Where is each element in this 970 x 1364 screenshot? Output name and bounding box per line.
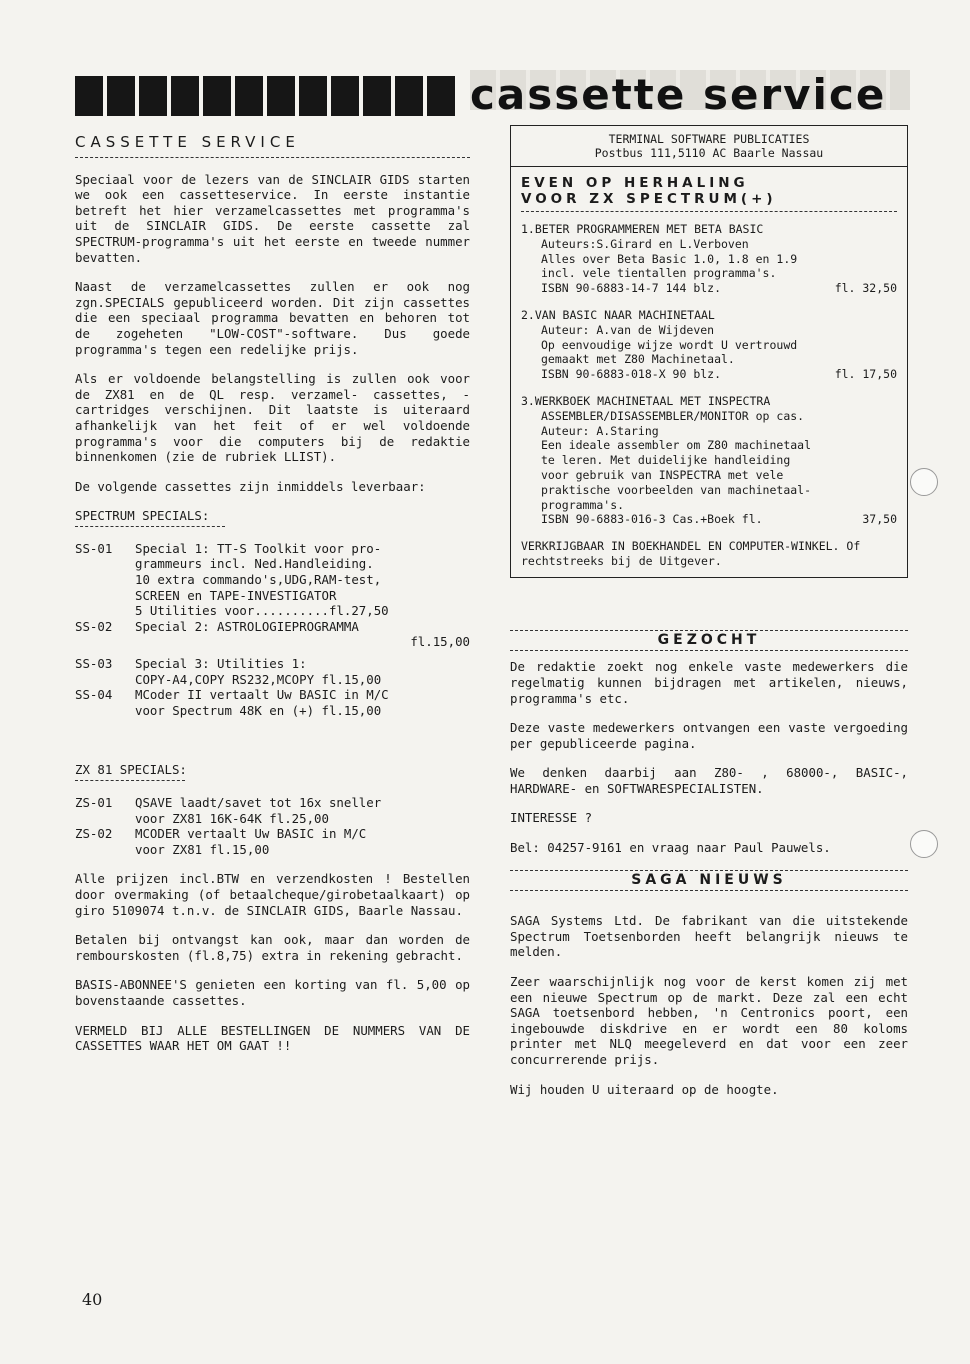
divider bbox=[521, 211, 897, 212]
book-price: fl. 17,50 bbox=[834, 367, 897, 382]
list-item bbox=[75, 687, 470, 718]
paragraph: BASIS-ABONNEE'S genieten een korting van fl. 5,00 op bovenstaande cassettes. bbox=[75, 977, 470, 1008]
item-line: SCREEN en TAPE-INVESTIGATOR bbox=[135, 587, 337, 603]
list-item bbox=[75, 541, 470, 619]
list-item bbox=[75, 656, 470, 687]
item-line: MCODER vertaalt Uw BASIC in M/C bbox=[135, 826, 367, 842]
item-price-line: voor ZX81 16K-64K fl.25,00 bbox=[135, 810, 329, 826]
book-line: voor gebruik van INSPECTRA met vele bbox=[541, 467, 784, 482]
paragraph: Betalen bij ontvangst kan ook, maar dan worden de rembourskosten (fl.8,75) extra in rekening gebracht. bbox=[75, 932, 470, 963]
item-line: 10 extra commando's,UDG,RAM-test, bbox=[135, 572, 382, 588]
book-line: Een ideale assembler om Z80 machinetaal bbox=[541, 438, 812, 453]
book-title: 2.VAN BASIC NAAR MACHINETAAL bbox=[521, 307, 715, 322]
binder-hole bbox=[910, 830, 938, 858]
item-price-line: fl.15,00 bbox=[410, 634, 470, 650]
advert-footer: VERKRIJGBAAR IN BOEKHANDEL EN COMPUTER-WINKEL. Of rechtstreeks bij de Uitgever. bbox=[521, 539, 861, 568]
paragraph: Naast de verzamelcassettes zullen er ook nog zgn.SPECIALS gepubliceerd worden. Dit zijn cassettes die een speciaal programma bevatten en behoren tot de zogeheten "LOW-COST"-software. Dus goede programma's tegen een redelijke prijs. bbox=[75, 279, 470, 357]
book-line: gemaakt met Z80 Machinetaal. bbox=[541, 352, 735, 367]
item-line: Special 2: ASTROLOGIEPROGRAMMA bbox=[135, 618, 359, 634]
book-line: ASSEMBLER/DISASSEMBLER/MONITOR op cas. bbox=[541, 408, 805, 423]
book-line: praktische voorbeelden van machinetaal- bbox=[541, 482, 812, 497]
publisher-address: Postbus 111,5110 AC Baarle Nassau bbox=[594, 146, 824, 160]
book-line: Auteur: A.van de Wijdeven bbox=[541, 322, 715, 337]
paragraph: Alle prijzen incl.BTW en verzendkosten ! Bestellen door overmaking (of betaalcheque/girobetaalkaart) op giro 5109074 t.n.v. de SINCLAIR GIDS, Baarle Nassau. bbox=[75, 871, 470, 918]
header-block-bar bbox=[75, 76, 455, 116]
paragraph: De redaktie zoekt nog enkele vaste medewerkers die regelmatig kunnen bijdragen met artikelen, nieuws, programma's etc. bbox=[510, 659, 908, 706]
item-price-line: 5 Utilities voor..........fl.27,50 bbox=[135, 603, 389, 619]
book-line: incl. vele tientallen programma's. bbox=[541, 266, 777, 281]
paragraph: Speciaal voor de lezers van de SINCLAIR GIDS starten we ook een cassetteservice. In eerste instantie betreft het hier verzamelcassettes met programma's uit de SINCLAIR GIDS. De eerste cassette zal SPECTRUM-programma's uit het eerste en tweede nummer bevatten. bbox=[75, 171, 470, 265]
advert-title-line-2: VOOR ZX SPECTRUM(+) bbox=[521, 191, 777, 207]
book-line: programma's. bbox=[541, 497, 625, 512]
section-title-gezocht: GEZOCHT bbox=[657, 631, 761, 648]
page-number: 40 bbox=[82, 1290, 103, 1309]
list-item bbox=[75, 795, 470, 826]
paragraph: Als er voldoende belangstelling is zullen ook voor de ZX81 en de QL resp. verzamel- cassettes, -cartridges verschijnen. Dit laatste is uiteraard afhankelijk van het feit of er wel voldoende programma's voor die computers bij de redaktie binnenkomen (zie de rubriek LLIST). bbox=[75, 371, 470, 465]
advert-title-line-1: EVEN OP HERHALING bbox=[521, 175, 749, 191]
paragraph: Bel: 04257-9161 en vraag naar Paul Pauwels. bbox=[510, 840, 831, 856]
item-line: QSAVE laadt/savet tot 16x sneller bbox=[135, 795, 382, 810]
divider bbox=[75, 526, 225, 527]
book-isbn: ISBN 90-6883-018-X 90 blz. bbox=[541, 367, 722, 382]
right-column bbox=[510, 125, 908, 1111]
book-line: Auteur: A.Staring bbox=[541, 423, 659, 438]
section-title-cassette-service: CASSETTE SERVICE bbox=[75, 133, 300, 151]
paragraph: Deze vaste medewerkers ontvangen een vaste vergoeding per gepubliceerde pagina. bbox=[510, 720, 908, 751]
item-line: Special 3: Utilities 1: bbox=[135, 656, 307, 672]
book-line: te leren. Met duidelijke handleiding bbox=[541, 453, 791, 468]
book-isbn: ISBN 90-6883-14-7 144 blz. bbox=[541, 281, 722, 296]
binder-hole bbox=[910, 468, 938, 496]
paragraph: We denken daarbij aan Z80- , 68000-, BASIC-, HARDWARE- en SOFTWARESPECIALISTEN. bbox=[510, 765, 908, 796]
left-column bbox=[75, 135, 470, 1068]
item-price-line: voor Spectrum 48K en (+) fl.15,00 bbox=[135, 702, 382, 718]
divider bbox=[510, 630, 908, 631]
item-price-line: voor ZX81 fl.15,00 bbox=[135, 841, 270, 857]
book-title: 3.WERKBOEK MACHINETAAL MET INSPECTRA bbox=[521, 393, 771, 408]
page-title: cassette service bbox=[470, 70, 887, 119]
book-line: Alles over Beta Basic 1.0, 1.8 en 1.9 bbox=[541, 251, 798, 266]
paragraph: SAGA Systems Ltd. De fabrikant van die uitstekende Spectrum Toetsenborden heeft belangrijk nieuws te melden. bbox=[510, 913, 908, 960]
list-item bbox=[75, 619, 470, 650]
divider bbox=[510, 650, 908, 651]
paragraph: Wij houden U uiteraard op de hoogte. bbox=[510, 1081, 779, 1097]
book-line: Auteurs:S.Girard en L.Verboven bbox=[541, 236, 749, 251]
section-title-saga-nieuws: SAGA NIEUWS bbox=[631, 871, 787, 888]
item-line: Special 1: TT-S Toolkit voor pro- bbox=[135, 540, 382, 556]
publisher-name: TERMINAL SOFTWARE PUBLICATIES bbox=[608, 132, 810, 146]
book-price: fl. 32,50 bbox=[834, 281, 897, 296]
book-price: 37,50 bbox=[862, 512, 897, 527]
book-title: 1.BETER PROGRAMMEREN MET BETA BASIC bbox=[521, 222, 764, 236]
zx81-specials-heading: ZX 81 SPECIALS: bbox=[75, 762, 187, 778]
zx81-specials-list bbox=[75, 795, 470, 857]
book-advert-box bbox=[510, 125, 908, 578]
item-line: grammeurs incl. Ned.Handleiding. bbox=[135, 556, 374, 572]
item-code: SS-02 bbox=[75, 618, 113, 634]
divider bbox=[510, 890, 908, 891]
item-code: SS-01 bbox=[75, 540, 113, 556]
paragraph: VERMELD BIJ ALLE BESTELLINGEN DE NUMMERS VAN DE CASSETTES WAAR HET OM GAAT !! bbox=[75, 1022, 470, 1054]
book-isbn: ISBN 90-6883-016-3 Cas.+Boek fl. bbox=[541, 512, 763, 527]
divider bbox=[75, 157, 470, 158]
divider bbox=[75, 780, 185, 781]
book-entry bbox=[521, 222, 897, 296]
item-code: ZS-01 bbox=[75, 795, 113, 810]
book-entry bbox=[521, 394, 897, 527]
spectrum-specials-heading: SPECTRUM SPECIALS: bbox=[75, 508, 210, 524]
paragraph: Zeer waarschijnlijk nog voor de kerst komen zij met een nieuwe Spectrum op de markt. Deze zal een echt SAGA toetsenbord hebben, 'n Centronics poort, een ingebouwde diskdrive en er wordt een 80 koloms printer met NLQ meegeleverd en dat voor een zeer concurrerende prijs. bbox=[510, 974, 908, 1068]
spectrum-specials-list bbox=[75, 541, 470, 719]
book-line: Op eenvoudige wijze wordt U vertrouwd bbox=[541, 337, 798, 352]
paragraph: De volgende cassettes zijn inmiddels leverbaar: bbox=[75, 478, 426, 494]
item-code: ZS-02 bbox=[75, 826, 113, 842]
divider bbox=[510, 870, 908, 871]
publisher-header bbox=[521, 132, 897, 160]
item-line: MCoder II vertaalt Uw BASIC in M/C bbox=[135, 687, 389, 703]
paragraph: INTERESSE ? bbox=[510, 810, 593, 826]
item-code: SS-04 bbox=[75, 687, 113, 703]
item-price-line: COPY-A4,COPY RS232,MCOPY fl.15,00 bbox=[135, 671, 382, 687]
list-item bbox=[75, 826, 470, 857]
item-code: SS-03 bbox=[75, 656, 113, 672]
book-entry bbox=[521, 308, 897, 382]
